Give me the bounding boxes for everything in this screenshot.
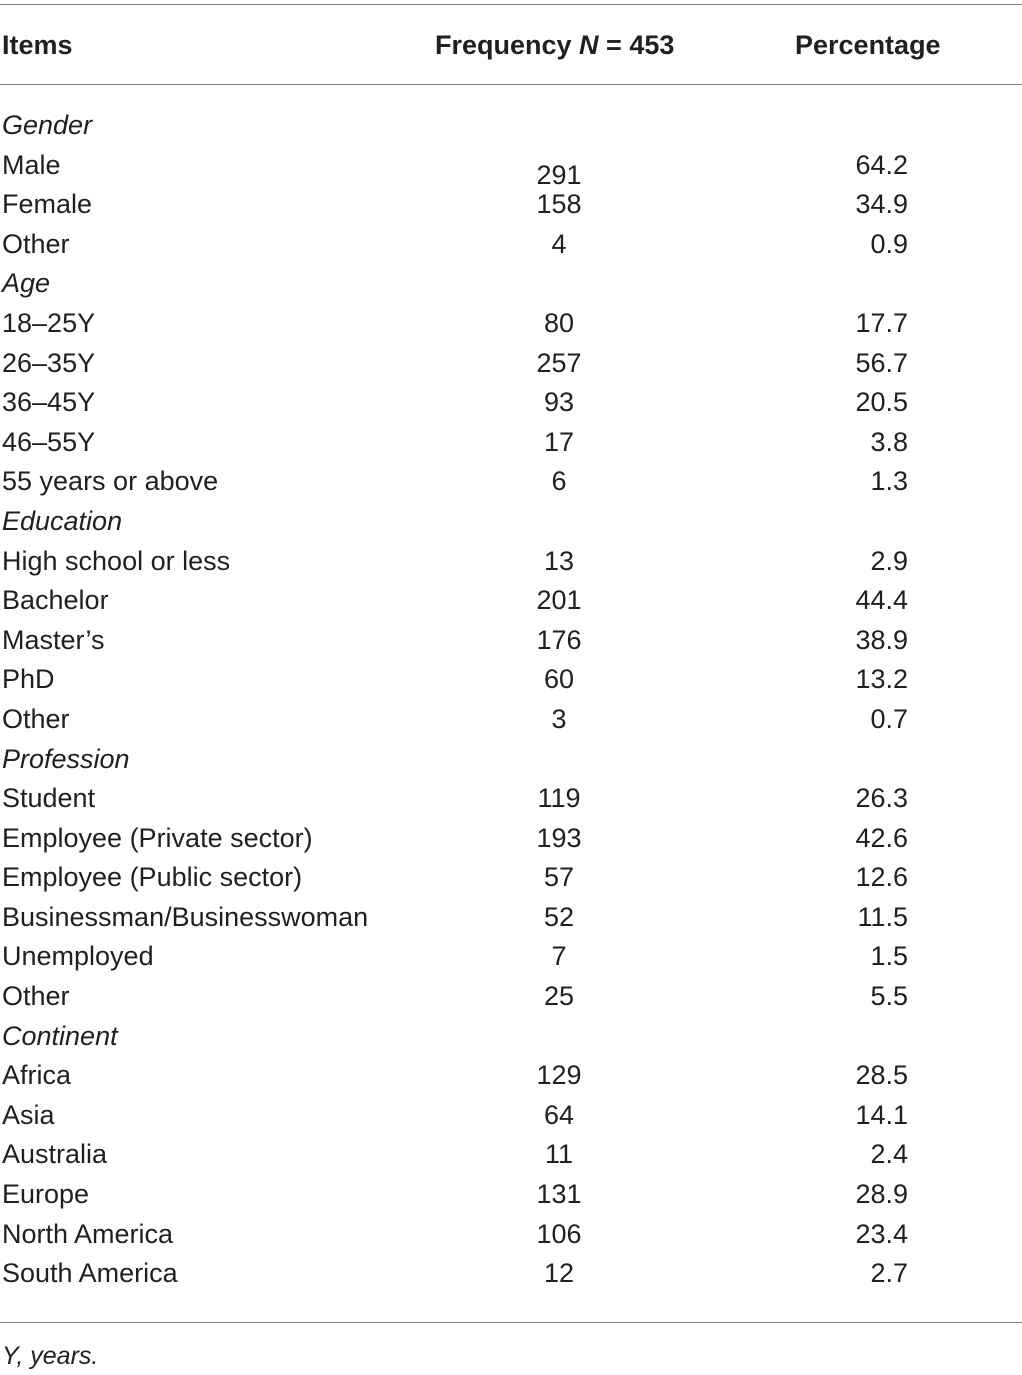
table-header-rule (0, 84, 1022, 85)
header-frequency-n: N (579, 30, 599, 60)
frequency-cell: 64 (543, 1099, 575, 1130)
table-row (0, 898, 1022, 938)
table-row (0, 779, 1022, 819)
row-label: 36–45Y (2, 387, 96, 418)
row-label: Employee (Private sector) (2, 822, 313, 853)
table-row (0, 621, 1022, 661)
frequency-cell: 119 (537, 783, 581, 814)
table-row (0, 858, 1022, 898)
row-label: Other (2, 703, 70, 734)
percentage-cell: 20.5 (855, 387, 908, 418)
row-label: Asia (2, 1099, 55, 1130)
table-row (0, 146, 1022, 190)
percentage-cell: 17.7 (855, 307, 908, 338)
table-row (0, 304, 1022, 344)
percentage-cell: 3.8 (870, 426, 908, 457)
frequency-cell: 12 (543, 1258, 575, 1289)
frequency-cell: 57 (543, 862, 575, 893)
header-items: Items (2, 30, 73, 60)
frequency-cell: 158 (536, 189, 582, 220)
row-label: Europe (2, 1179, 90, 1210)
row-label: North America (2, 1218, 174, 1249)
row-label: Student (2, 783, 96, 814)
percentage-cell: 2.9 (870, 545, 908, 576)
frequency-cell: 52 (543, 901, 575, 932)
table-row (0, 185, 1022, 225)
section-label: Continent (2, 1020, 118, 1051)
row-label: 26–35Y (2, 347, 96, 378)
percentage-cell: 28.5 (855, 1060, 908, 1091)
percentage-cell: 44.4 (855, 585, 908, 616)
table-top-rule (0, 4, 1022, 5)
percentage-cell: 28.9 (855, 1179, 908, 1210)
row-label: Businessman/Businesswoman (2, 901, 369, 932)
table-row (0, 581, 1022, 621)
frequency-cell: 7 (551, 941, 567, 972)
table-bottom-rule (0, 1322, 1022, 1323)
percentage-cell: 0.9 (870, 228, 908, 259)
table-section-row (0, 264, 1022, 304)
table-row (0, 819, 1022, 859)
percentage-cell: 34.9 (855, 189, 908, 220)
frequency-cell: 11 (544, 1139, 574, 1170)
row-label: Male (2, 149, 61, 180)
frequency-cell: 3 (551, 703, 567, 734)
row-label: Master’s (2, 624, 105, 655)
header-frequency (435, 22, 674, 68)
table-row (0, 1135, 1022, 1175)
table-row (0, 542, 1022, 582)
row-label: 55 years or above (2, 466, 219, 497)
table-section-row (0, 502, 1022, 542)
frequency-cell: 176 (536, 624, 582, 655)
table-section-row (0, 1017, 1022, 1057)
table-section-row (0, 740, 1022, 780)
percentage-cell: 1.5 (870, 941, 908, 972)
percentage-cell: 26.3 (855, 783, 908, 814)
table-row (0, 1254, 1022, 1294)
percentage-cell: 5.5 (870, 981, 908, 1012)
percentage-cell: 11.5 (857, 901, 908, 932)
frequency-cell: 80 (543, 307, 575, 338)
table-row (0, 660, 1022, 700)
section-label: Profession (2, 743, 130, 774)
frequency-cell: 93 (543, 387, 575, 418)
table-row (0, 1175, 1022, 1215)
table-row (0, 977, 1022, 1017)
row-label: Employee (Public sector) (2, 862, 303, 893)
row-label: Other (2, 981, 70, 1012)
row-label: Bachelor (2, 585, 109, 616)
percentage-cell: 1.3 (870, 466, 908, 497)
table-row (0, 1215, 1022, 1255)
frequency-cell: 4 (551, 228, 567, 259)
frequency-cell: 193 (536, 822, 582, 853)
table-body (0, 106, 1022, 1294)
frequency-cell: 6 (551, 466, 567, 497)
table-row (0, 462, 1022, 502)
percentage-cell: 14.1 (855, 1099, 908, 1130)
percentage-cell: 38.9 (855, 624, 908, 655)
row-label: Other (2, 228, 70, 259)
percentage-cell: 23.4 (855, 1218, 908, 1249)
header-percentage: Percentage (795, 30, 941, 60)
frequency-cell: 129 (536, 1060, 582, 1091)
table-row (0, 423, 1022, 463)
table-row (0, 1096, 1022, 1136)
table-header-row (0, 22, 1022, 68)
section-label: Education (2, 505, 123, 536)
percentage-cell: 56.7 (855, 347, 908, 378)
percentage-cell: 13.2 (855, 664, 908, 695)
frequency-cell: 25 (543, 981, 575, 1012)
percentage-cell: 12.6 (855, 862, 908, 893)
frequency-cell: 17 (543, 426, 575, 457)
percentage-cell: 64.2 (855, 149, 908, 180)
frequency-cell: 201 (536, 585, 582, 616)
row-label: Australia (2, 1139, 108, 1170)
section-label: Age (2, 268, 51, 299)
row-label: High school or less (2, 545, 231, 576)
frequency-cell: 13 (543, 545, 575, 576)
row-label: 46–55Y (2, 426, 96, 457)
section-label: Gender (2, 110, 93, 140)
frequency-cell: 106 (536, 1218, 582, 1249)
table-row (0, 700, 1022, 740)
frequency-cell: 291 (536, 159, 582, 190)
row-label: Unemployed (2, 941, 154, 972)
table-footnote: Y, years. (2, 1342, 99, 1370)
percentage-cell: 0.7 (870, 703, 908, 734)
table-row (0, 344, 1022, 384)
header-frequency-suffix: = 453 (598, 30, 675, 60)
table-section-row (0, 106, 1022, 146)
table-row (0, 383, 1022, 423)
percentage-cell: 42.6 (855, 822, 908, 853)
table-row (0, 225, 1022, 265)
frequency-cell: 60 (543, 664, 575, 695)
frequency-cell: 257 (536, 347, 582, 378)
row-label: Africa (2, 1060, 72, 1091)
table-row (0, 1056, 1022, 1096)
percentage-cell: 2.7 (870, 1258, 908, 1289)
header-frequency-prefix: Frequency (435, 30, 580, 60)
row-label: PhD (2, 664, 55, 695)
table-row (0, 937, 1022, 977)
row-label: South America (2, 1258, 178, 1289)
frequency-cell: 131 (536, 1179, 582, 1210)
percentage-cell: 2.4 (870, 1139, 908, 1170)
row-label: Female (2, 189, 93, 220)
row-label: 18–25Y (2, 307, 96, 338)
